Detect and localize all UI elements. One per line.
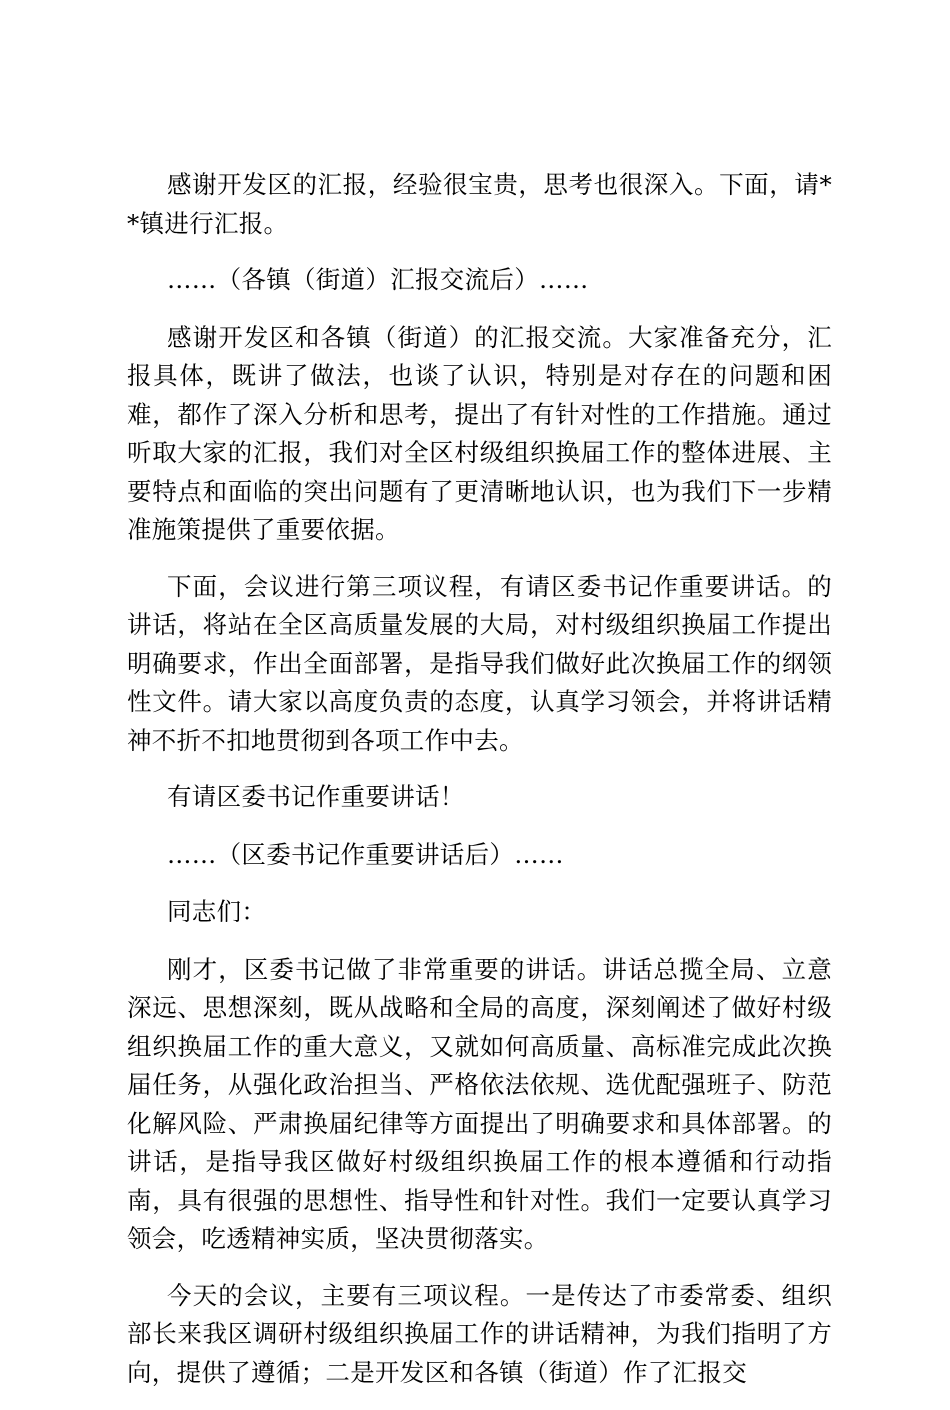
paragraph-speech-summary: 刚才，区委书记做了非常重要的讲话。讲话总揽全局、立意深远、思想深刻，既从战略和全局的高度，深刻阐述了做好村级组织换届工作的重大意义，又就如何高质量、高标准完成此次换届任务，从强化政治担当、严格依法依规、选优配强班子、防范化解风险、严肃换届纪律等方面提出了明确要求和具体部署。的讲话，是指导我区做好村级组织换届工作的根本遵循和行动指南，具有很强的思想性、指导性和针对性。我们一定要认真学习领会，吃透精神实质，坚决贯彻落实。 xyxy=(127,954,832,1253)
paragraph-thanks-all-reports: 感谢开发区和各镇（街道）的汇报交流。大家准备充分，汇报具体，既讲了做法，也谈了认识，特别是对存在的问题和困难，都作了深入分析和思考，提出了有针对性的工作措施。通过听取大家的汇报，我们对全区村级组织换届工作的整体进展、主要特点和面临的突出问题有了更清晰地认识，也为我们下一步精准施策提供了重要依据。 xyxy=(127,322,832,544)
paragraph-third-agenda-item: 下面，会议进行第三项议程，有请区委书记作重要讲话。的讲话，将站在全区高质量发展的大局，对村级组织换届工作提出明确要求，作出全面部署，是指导我们做好此次换届工作的纲领性文件。请大家以高度负责的态度，认真学习领会，并将讲话精神不折不扣地贯彻到各项工作中去。 xyxy=(127,571,832,755)
document-body xyxy=(127,166,832,1410)
paragraph-comrades: 同志们： xyxy=(167,897,267,926)
paragraph-invite-speech: 有请区委书记作重要讲话！ xyxy=(167,782,465,811)
paragraph-thanks-development-zone: 感谢开发区的汇报，经验很宝贵，思考也很深入。下面，请**镇进行汇报。 xyxy=(127,170,832,238)
paragraph-meeting-agenda: 今天的会议，主要有三项议程。一是传达了市委常委、组织部长来我区调研村级组织换届工作的讲话精神，为我们指明了方向，提供了遵循；二是开发区和各镇（街道）作了汇报交 xyxy=(127,1280,832,1387)
paragraph-after-town-reports: ……（各镇（街道）汇报交流后）…… xyxy=(167,265,589,294)
paragraph-after-speech: ……（区委书记作重要讲话后）…… xyxy=(167,839,564,869)
